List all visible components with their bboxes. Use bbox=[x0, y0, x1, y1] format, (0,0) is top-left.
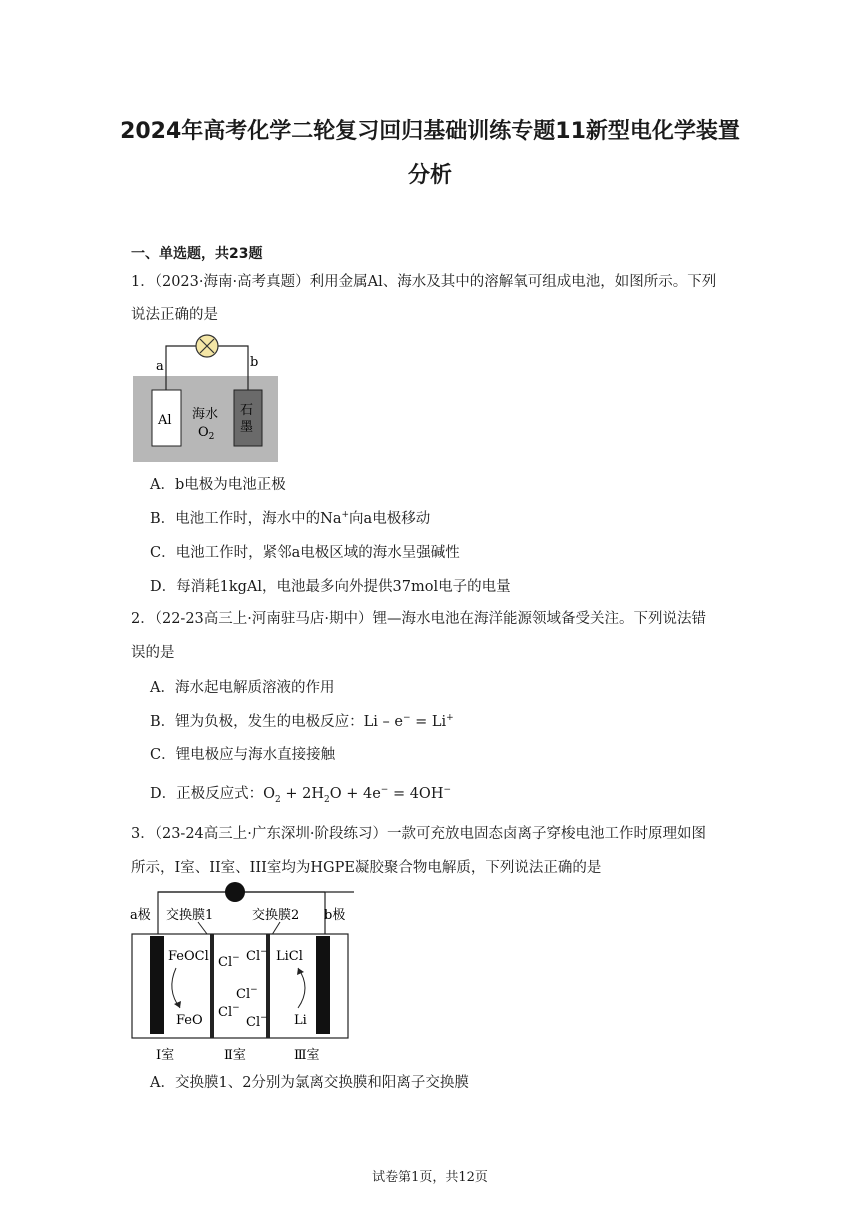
q2-option-a: A．海水起电解质溶液的作用 bbox=[150, 680, 335, 696]
cell-container bbox=[132, 934, 348, 1038]
lamp-icon bbox=[196, 335, 218, 357]
q3-cell-figure bbox=[128, 880, 354, 1066]
al-label: Al bbox=[158, 413, 172, 428]
cl-ion-4: Cl− bbox=[218, 1003, 240, 1020]
q2-stem-line-1: 2．（22-23高三上·河南驻马店·期中）锂—海水电池在海洋能源领域备受关注。下列说法错 bbox=[131, 611, 706, 627]
exchange-membrane-1 bbox=[210, 934, 214, 1038]
li-label: Li bbox=[294, 1013, 307, 1028]
q2-option-d: D．正极反应式：$O_2 + 2H_2O + 4e^- = 4OH^-$ bbox=[150, 785, 452, 805]
cl-ion-3: Cl− bbox=[236, 985, 258, 1002]
q3-option-a: A．交换膜1、2分别为氯离交换膜和阳离子交换膜 bbox=[150, 1075, 469, 1091]
q1-option-b: B．电池工作时，海水中的Na+向a电极移动 bbox=[150, 510, 431, 527]
room-2-label: Ⅱ室 bbox=[224, 1048, 246, 1063]
label-b: b bbox=[250, 355, 259, 370]
q1-stem-line-2: 说法正确的是 bbox=[131, 307, 218, 323]
q2-option-b: B．锂为负极，发生的电极反应：Li – e− = Li+ bbox=[150, 713, 454, 730]
graphite-electrode bbox=[234, 390, 262, 446]
b-pole-label: b极 bbox=[324, 908, 346, 923]
seawater-label: 海水 bbox=[192, 407, 219, 422]
cl-ion-1: Cl− bbox=[218, 953, 240, 970]
q2-option-c: C．锂电极应与海水直接接触 bbox=[150, 747, 336, 763]
feo-label: FeO bbox=[176, 1013, 203, 1028]
cl-ion-5: Cl− bbox=[246, 1013, 268, 1030]
external-load-icon bbox=[225, 882, 245, 902]
room-3-label: Ⅲ室 bbox=[294, 1048, 320, 1063]
graphite-label-1: 石 bbox=[240, 403, 254, 418]
a-electrode bbox=[150, 936, 164, 1034]
graphite-label-2: 墨 bbox=[240, 420, 254, 435]
q3-stem-line-1: 3．（23-24高三上·广东深圳·阶段练习）一款可充放电固态卤离子穿梭电池工作时原理如图 bbox=[131, 826, 706, 842]
document-title-line-2: 分析 bbox=[407, 163, 452, 188]
o2-label: $O_2$ bbox=[198, 425, 215, 442]
q1-battery-figure bbox=[130, 332, 282, 464]
b-electrode bbox=[316, 936, 330, 1034]
q1-option-d: D．每消耗1kgAl，电池最多向外提供37mol电子的电量 bbox=[150, 579, 511, 595]
feocl-label: FeOCl bbox=[168, 949, 209, 964]
a-pole-label: a极 bbox=[130, 908, 151, 923]
q3-stem-line-2: 所示，I室、II室、III室均为HGPE凝胶聚合物电解质，下列说法正确的是 bbox=[131, 860, 602, 876]
cl-ion-2: Cl− bbox=[246, 947, 268, 964]
licl-label: LiCl bbox=[276, 949, 303, 964]
q2-stem-line-2: 误的是 bbox=[131, 645, 175, 661]
membrane1-label: 交换膜1 bbox=[166, 908, 214, 923]
membrane2-label: 交换膜2 bbox=[252, 908, 300, 923]
room-1-label: Ⅰ室 bbox=[156, 1048, 175, 1063]
document-title-line-1: 2024年高考化学二轮复习回归基础训练专题11新型电化学装置 bbox=[120, 119, 740, 144]
page-footer: 试卷第1页，共12页 bbox=[372, 1170, 488, 1185]
q1-stem-line-1: 1．（2023·海南·高考真题）利用金属Al、海水及其中的溶解氧可组成电池，如图所示。下列 bbox=[131, 274, 717, 290]
q1-option-a: A．b电极为电池正极 bbox=[150, 477, 286, 493]
section-heading: 一、单选题，共23题 bbox=[131, 246, 263, 262]
q1-option-c: C．电池工作时，紧邻a电极区域的海水呈强碱性 bbox=[150, 545, 460, 561]
label-a: a bbox=[156, 359, 164, 374]
